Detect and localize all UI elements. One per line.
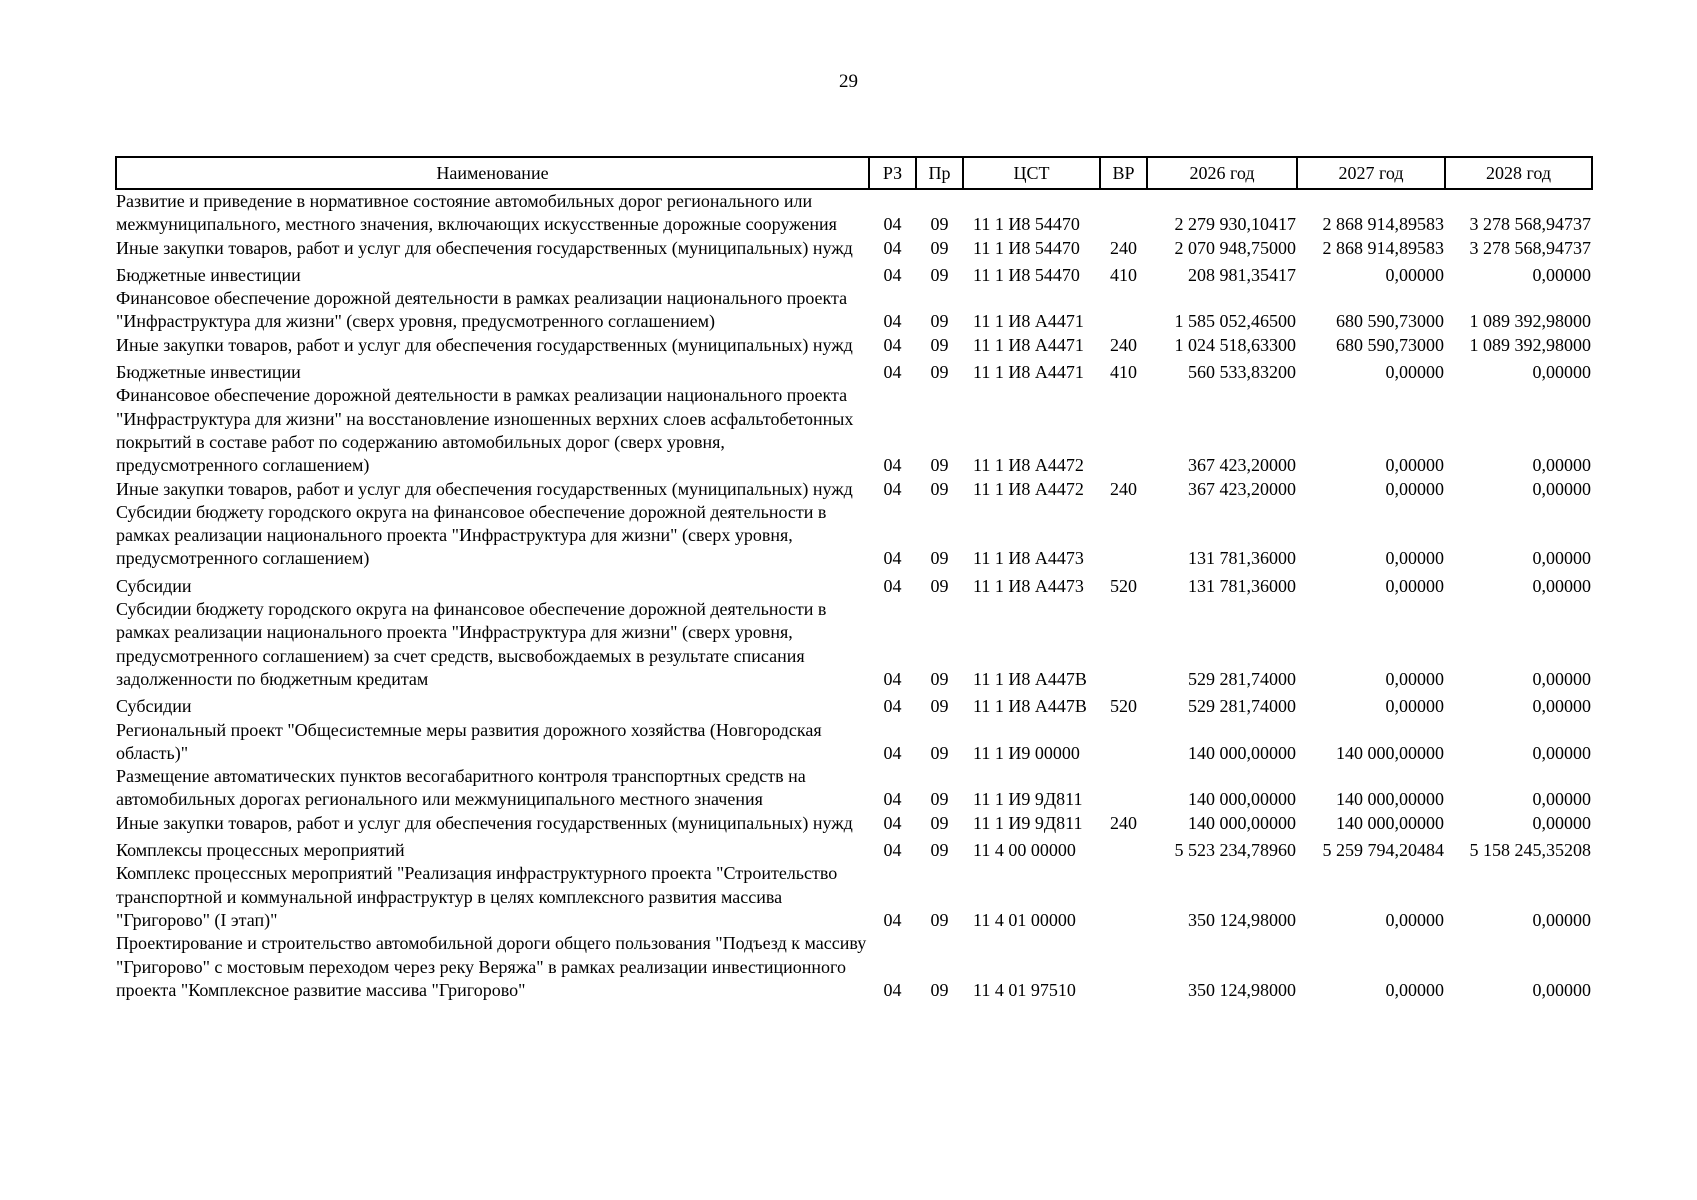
row-cst: 11 1 И8 А4471	[973, 334, 1084, 355]
row-name: Финансовое обеспечение дорожной деятельности в рамках реализации национального проекта "Инфраструктура для жизни" (сверх уровня, предусмотренного соглашением)	[116, 288, 848, 332]
row-2028: 0,00000	[1532, 455, 1591, 476]
row-2028: 1 089 392,98000	[1469, 334, 1591, 355]
row-2028: 5 158 245,35208	[1469, 840, 1591, 861]
row-2026: 529 281,74000	[1188, 696, 1296, 717]
row-cst: 11 1 И8 А447В	[973, 668, 1087, 689]
row-name: Субсидии бюджету городского округа на финансовое обеспечение дорожной деятельности в рамках реализации национального проекта "Инфраструктура для жизни" (сверх уровня, предусмотренного соглашением)	[116, 501, 827, 569]
table-body	[116, 189, 1592, 1002]
table-row	[116, 835, 1592, 862]
budget-table	[115, 156, 1593, 1002]
row-name: Иные закупки товаров, работ и услуг для обеспечения государственных (муниципальных) нужд	[116, 334, 853, 355]
row-rz: 04	[883, 909, 902, 930]
row-cst: 11 1 И8 А447В	[973, 696, 1087, 717]
row-2027: 680 590,73000	[1336, 311, 1444, 332]
row-name: Субсидии	[116, 696, 192, 717]
row-name: Бюджетные инвестиции	[116, 264, 301, 285]
row-2028: 0,00000	[1532, 742, 1591, 763]
row-rz: 04	[883, 237, 902, 258]
page-number: 29	[839, 71, 858, 92]
table-row	[116, 357, 1592, 384]
row-2026: 367 423,20000	[1188, 478, 1296, 499]
row-2027: 0,00000	[1385, 548, 1444, 569]
row-vr	[1100, 835, 1147, 862]
row-pr: 09	[930, 575, 949, 596]
row-pr: 09	[930, 840, 949, 861]
row-vr	[1100, 501, 1147, 571]
row-name: Размещение автоматических пунктов весогабаритного контроля транспортных средств на автомобильных дорогах регионального или межмуниципального местного значения	[116, 766, 806, 810]
row-2026: 350 124,98000	[1188, 909, 1296, 930]
row-2026: 131 781,36000	[1188, 575, 1296, 596]
row-pr: 09	[930, 696, 949, 717]
row-name: Бюджетные инвестиции	[116, 362, 301, 383]
row-vr	[1100, 384, 1147, 477]
row-2027: 0,00000	[1385, 478, 1444, 499]
row-cst: 11 1 И8 А4472	[973, 455, 1084, 476]
row-cst: 11 1 И8 А4471	[973, 311, 1084, 332]
table-row	[116, 862, 1592, 932]
row-vr: 520	[1110, 575, 1137, 596]
row-pr: 09	[930, 237, 949, 258]
row-rz: 04	[883, 696, 902, 717]
row-2027: 140 000,00000	[1336, 742, 1444, 763]
row-pr: 09	[930, 362, 949, 383]
row-pr: 09	[930, 742, 949, 763]
header-2028: 2028 год	[1445, 157, 1592, 189]
row-rz: 04	[883, 455, 902, 476]
row-vr	[1100, 862, 1147, 932]
header-vr: ВР	[1100, 157, 1147, 189]
row-2027: 0,00000	[1385, 455, 1444, 476]
row-2027: 2 868 914,89583	[1322, 237, 1444, 258]
table-row	[116, 384, 1592, 477]
row-2026: 131 781,36000	[1188, 548, 1296, 569]
row-vr: 410	[1110, 264, 1137, 285]
row-vr	[1100, 719, 1147, 766]
row-2028: 0,00000	[1532, 979, 1591, 1000]
row-vr	[1100, 598, 1147, 691]
row-2026: 367 423,20000	[1188, 455, 1296, 476]
row-2026: 1 024 518,63300	[1174, 334, 1296, 355]
row-2027: 0,00000	[1385, 696, 1444, 717]
row-2028: 0,00000	[1532, 812, 1591, 833]
row-pr: 09	[930, 334, 949, 355]
row-2028: 0,00000	[1532, 668, 1591, 689]
row-rz: 04	[883, 311, 902, 332]
header-name: Наименование	[116, 157, 869, 189]
row-2028: 0,00000	[1532, 789, 1591, 810]
row-pr: 09	[930, 812, 949, 833]
row-2028: 0,00000	[1532, 362, 1591, 383]
row-pr: 09	[930, 979, 949, 1000]
row-vr	[1100, 765, 1147, 812]
row-name: Иные закупки товаров, работ и услуг для обеспечения государственных (муниципальных) нужд	[116, 478, 853, 499]
row-2026: 560 533,83200	[1188, 362, 1296, 383]
row-cst: 11 4 00 00000	[973, 840, 1076, 861]
table-row	[116, 478, 1592, 501]
row-2028: 0,00000	[1532, 264, 1591, 285]
row-2028: 0,00000	[1532, 909, 1591, 930]
row-rz: 04	[883, 214, 902, 235]
row-name: Иные закупки товаров, работ и услуг для обеспечения государственных (муниципальных) нужд	[116, 812, 853, 833]
row-pr: 09	[930, 311, 949, 332]
row-2026: 350 124,98000	[1188, 979, 1296, 1000]
row-2027: 0,00000	[1385, 909, 1444, 930]
row-2026: 2 070 948,75000	[1174, 237, 1296, 258]
row-2027: 140 000,00000	[1336, 812, 1444, 833]
row-vr: 240	[1110, 812, 1137, 833]
row-name: Региональный проект "Общесистемные меры развития дорожного хозяйства (Новгородская область)"	[116, 719, 822, 763]
row-rz: 04	[883, 840, 902, 861]
table-row	[116, 812, 1592, 835]
row-vr	[1100, 189, 1147, 237]
row-cst: 11 1 И8 А4473	[973, 548, 1084, 569]
row-cst: 11 4 01 00000	[973, 909, 1076, 930]
header-rz: РЗ	[869, 157, 916, 189]
table-row	[116, 691, 1592, 718]
row-2028: 3 278 568,94737	[1469, 237, 1591, 258]
row-cst: 11 4 01 97510	[973, 979, 1076, 1000]
row-name: Иные закупки товаров, работ и услуг для обеспечения государственных (муниципальных) нужд	[116, 237, 853, 258]
row-pr: 09	[930, 478, 949, 499]
row-cst: 11 1 И9 00000	[973, 742, 1080, 763]
row-vr: 520	[1110, 696, 1137, 717]
row-2028: 3 278 568,94737	[1469, 214, 1591, 235]
row-vr	[1100, 932, 1147, 1002]
row-2026: 140 000,00000	[1188, 789, 1296, 810]
row-2027: 0,00000	[1385, 979, 1444, 1000]
row-cst: 11 1 И8 54470	[973, 237, 1080, 258]
row-name: Комплекс процессных мероприятий "Реализация инфраструктурного проекта "Строительство транспортной и коммунальной инфраструктур в целях комплексного развития массива "Григорово" (I этап)"	[116, 863, 838, 930]
row-2028: 1 089 392,98000	[1469, 311, 1591, 332]
row-cst: 11 1 И8 54470	[973, 264, 1080, 285]
row-name: Комплексы процессных мероприятий	[116, 840, 405, 861]
row-vr	[1100, 287, 1147, 334]
row-pr: 09	[930, 548, 949, 569]
table-row	[116, 571, 1592, 598]
table-row	[116, 719, 1592, 766]
row-2028: 0,00000	[1532, 478, 1591, 499]
row-rz: 04	[883, 668, 902, 689]
table-header-row	[116, 157, 1592, 189]
row-rz: 04	[883, 264, 902, 285]
row-2027: 680 590,73000	[1336, 334, 1444, 355]
row-pr: 09	[930, 264, 949, 285]
row-rz: 04	[883, 548, 902, 569]
row-2028: 0,00000	[1532, 575, 1591, 596]
row-vr: 410	[1110, 362, 1137, 383]
row-rz: 04	[883, 789, 902, 810]
table-row	[116, 260, 1592, 287]
table-row	[116, 932, 1592, 1002]
row-2026: 140 000,00000	[1188, 812, 1296, 833]
row-name: Субсидии бюджету городского округа на финансовое обеспечение дорожной деятельности в рамках реализации национального проекта "Инфраструктура для жизни" (сверх уровня, предусмотренного соглашением) за счет средств, высвобождаемых в результате списания задолженности по бюджетным кредитам	[116, 599, 827, 689]
row-2026: 140 000,00000	[1188, 742, 1296, 763]
row-2027: 2 868 914,89583	[1322, 214, 1444, 235]
row-2027: 0,00000	[1385, 668, 1444, 689]
row-rz: 04	[883, 812, 902, 833]
row-cst: 11 1 И8 А4473	[973, 575, 1084, 596]
row-pr: 09	[930, 668, 949, 689]
header-2027: 2027 год	[1297, 157, 1445, 189]
row-2028: 0,00000	[1532, 548, 1591, 569]
table-row	[116, 287, 1592, 334]
row-vr: 240	[1110, 334, 1137, 355]
row-rz: 04	[883, 334, 902, 355]
row-name: Развитие и приведение в нормативное состояние автомобильных дорог регионального или межмуниципального, местного значения, включающих искусственные дорожные сооружения	[116, 191, 837, 235]
row-vr: 240	[1110, 237, 1137, 258]
row-2026: 208 981,35417	[1188, 264, 1296, 285]
row-vr: 240	[1110, 478, 1137, 499]
row-2027: 0,00000	[1385, 362, 1444, 383]
row-name: Проектирование и строительство автомобильной дороги общего пользования "Подъезд к массиву "Григорово" с мостовым переходом через реку Веряжа" в рамках реализации инвестиционного проекта "Комплексное развитие массива "Григорово"	[116, 933, 867, 1000]
row-name: Субсидии	[116, 575, 192, 596]
row-2026: 529 281,74000	[1188, 668, 1296, 689]
header-cst: ЦСТ	[963, 157, 1100, 189]
row-cst: 11 1 И8 А4472	[973, 478, 1084, 499]
row-rz: 04	[883, 575, 902, 596]
row-2027: 0,00000	[1385, 575, 1444, 596]
header-2026: 2026 год	[1147, 157, 1297, 189]
row-2026: 1 585 052,46500	[1174, 311, 1296, 332]
row-cst: 11 1 И9 9Д811	[973, 812, 1083, 833]
table-row	[116, 237, 1592, 260]
header-pr: Пр	[916, 157, 963, 189]
row-2027: 0,00000	[1385, 264, 1444, 285]
table-row	[116, 334, 1592, 357]
table-row	[116, 765, 1592, 812]
row-pr: 09	[930, 214, 949, 235]
row-2028: 0,00000	[1532, 696, 1591, 717]
row-rz: 04	[883, 478, 902, 499]
row-pr: 09	[930, 789, 949, 810]
row-cst: 11 1 И8 А4471	[973, 362, 1084, 383]
table-row	[116, 189, 1592, 237]
row-2027: 5 259 794,20484	[1322, 840, 1444, 861]
row-2026: 2 279 930,10417	[1174, 214, 1296, 235]
row-pr: 09	[930, 455, 949, 476]
row-rz: 04	[883, 979, 902, 1000]
row-pr: 09	[930, 909, 949, 930]
row-cst: 11 1 И8 54470	[973, 214, 1080, 235]
row-name: Финансовое обеспечение дорожной деятельности в рамках реализации национального проекта "Инфраструктура для жизни" на восстановление изношенных верхних слоев асфальтобетонных покрытий в составе работ по содержанию автомобильных дорог (сверх уровня, предусмотренного соглашением)	[116, 385, 854, 476]
row-cst: 11 1 И9 9Д811	[973, 789, 1083, 810]
row-rz: 04	[883, 742, 902, 763]
table-row	[116, 501, 1592, 571]
table-row	[116, 598, 1592, 691]
row-rz: 04	[883, 362, 902, 383]
row-2026: 5 523 234,78960	[1174, 840, 1296, 861]
row-2027: 140 000,00000	[1336, 789, 1444, 810]
